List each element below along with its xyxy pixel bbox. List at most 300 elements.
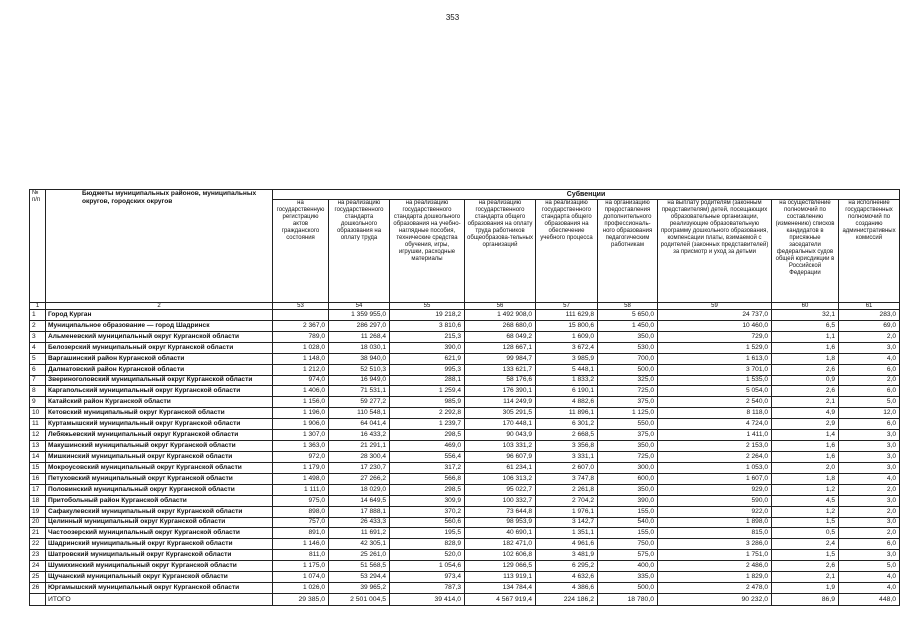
total-value-col-60: 86,9 [772, 594, 839, 606]
value-cell-col-54: 16 949,0 [329, 375, 390, 386]
value-cell-col-59: 729,0 [658, 331, 772, 342]
value-cell-col-53: 1 363,0 [273, 441, 329, 452]
value-cell-col-59: 1 898,0 [658, 517, 772, 528]
value-cell-col-56: 96 607,9 [465, 451, 536, 462]
value-cell-col-60: 4,5 [772, 495, 839, 506]
value-cell-col-59: 1 607,0 [658, 473, 772, 484]
row-number: 5 [30, 353, 46, 364]
value-cell-col-55: 1 239,7 [390, 419, 465, 430]
value-cell-col-56: 102 606,8 [465, 550, 536, 561]
row-number: 11 [30, 419, 46, 430]
value-cell-col-53: 757,0 [273, 517, 329, 528]
row-number: 23 [30, 550, 46, 561]
table-row [30, 331, 900, 342]
value-cell-col-59: 24 737,0 [658, 310, 772, 321]
page-number: 353 [445, 13, 460, 22]
value-cell-col-55: 520,0 [390, 550, 465, 561]
value-cell-col-58: 400,0 [598, 561, 658, 572]
value-cell-col-53: 1 212,0 [273, 364, 329, 375]
table-row [30, 451, 900, 462]
value-cell-col-58: 350,0 [598, 441, 658, 452]
value-cell-col-58: 725,0 [598, 451, 658, 462]
value-cell-col-60: 1,2 [772, 484, 839, 495]
value-cell-col-57: 5 448,1 [536, 364, 598, 375]
value-cell-col-55: 566,8 [390, 473, 465, 484]
value-cell-col-56: 170 448,1 [465, 419, 536, 430]
value-cell-col-53: 1 146,0 [273, 539, 329, 550]
value-cell-col-55: 995,3 [390, 364, 465, 375]
value-cell-col-54: 18 030,1 [329, 342, 390, 353]
value-cell-col-55: 215,3 [390, 331, 465, 342]
budget-name: Варгашинский район Курганской области [46, 353, 273, 364]
value-cell-col-59: 2 540,0 [658, 397, 772, 408]
value-cell-col-61: 6,0 [839, 364, 900, 375]
value-cell-col-60: 0,5 [772, 528, 839, 539]
value-cell-col-60: 2,1 [772, 397, 839, 408]
value-cell-col-55: 556,4 [390, 451, 465, 462]
row-number: 3 [30, 331, 46, 342]
column-header-58: на организацию предоставления дополнительного профессиональ-ного образования педагогическим работникам [598, 200, 658, 303]
value-cell-col-58: 350,0 [598, 484, 658, 495]
value-cell-col-53: 891,0 [273, 528, 329, 539]
table-row [30, 528, 900, 539]
table-row [30, 583, 900, 594]
value-cell-col-53: 1 179,0 [273, 462, 329, 473]
value-cell-col-58: 300,0 [598, 462, 658, 473]
value-cell-col-60: 2,0 [772, 462, 839, 473]
value-cell-col-54: 18 029,0 [329, 484, 390, 495]
value-cell-col-60: 4,9 [772, 408, 839, 419]
value-cell-col-55: 370,2 [390, 506, 465, 517]
total-value-col-53: 29 385,0 [273, 594, 329, 606]
value-cell-col-61: 3,0 [839, 430, 900, 441]
value-cell-col-59: 10 460,0 [658, 320, 772, 331]
budget-name: Шадринский муниципальный округ Курганской области [46, 539, 273, 550]
value-cell-col-58: 390,0 [598, 495, 658, 506]
value-cell-col-55: 195,5 [390, 528, 465, 539]
budget-name: Лебяжьевский муниципальный округ Курганской области [46, 430, 273, 441]
value-cell-col-53 [273, 310, 329, 321]
value-cell-col-54: 21 291,1 [329, 441, 390, 452]
value-cell-col-58: 1 125,0 [598, 408, 658, 419]
value-cell-col-54: 64 041,4 [329, 419, 390, 430]
column-header-56: на реализацию государственного стандарта общего образования на оплату труда работников общеобразова-тельных организаций [465, 200, 536, 303]
value-cell-col-57: 1 833,2 [536, 375, 598, 386]
value-cell-col-61: 4,0 [839, 583, 900, 594]
value-cell-col-60: 2,6 [772, 364, 839, 375]
value-cell-col-53: 1 111,0 [273, 484, 329, 495]
column-header-59: на выплату родителям (законным представителям) детей, посещающих образовательные организации, реализующие образовательную программу дошкольного образования, компенсации платы, взимаемой с родителей (законных представителей) за присмотр и уход за детьми [658, 200, 772, 303]
value-cell-col-53: 1 026,0 [273, 583, 329, 594]
value-cell-col-55: 985,9 [390, 397, 465, 408]
budget-name: Далматовский район Курганской области [46, 364, 273, 375]
value-cell-col-57: 4 386,6 [536, 583, 598, 594]
row-number: 20 [30, 517, 46, 528]
row-number: 9 [30, 397, 46, 408]
table-row [30, 310, 900, 321]
budget-name-header: Бюджеты муниципальных районов, муниципальных округов, городских округов [46, 190, 273, 303]
value-cell-col-56: 268 680,0 [465, 320, 536, 331]
value-cell-col-53: 898,0 [273, 506, 329, 517]
value-cell-col-58: 375,0 [598, 397, 658, 408]
row-number: 13 [30, 441, 46, 452]
value-cell-col-61: 2,0 [839, 331, 900, 342]
row-number: 26 [30, 583, 46, 594]
table-row [30, 561, 900, 572]
value-cell-col-57: 3 985,9 [536, 353, 598, 364]
value-cell-col-56: 103 331,2 [465, 441, 536, 452]
value-cell-col-58: 375,0 [598, 430, 658, 441]
value-cell-col-56: 106 313,2 [465, 473, 536, 484]
table-row [30, 408, 900, 419]
value-cell-col-60: 2,6 [772, 386, 839, 397]
column-header-60: на осуществление полномочий по составлению (изменению) списков кандидатов в присяжные заседатели федеральных судов общей юрисдикции в Российской Федерации [772, 200, 839, 303]
value-cell-col-55: 3 810,6 [390, 320, 465, 331]
value-cell-col-58: 325,0 [598, 375, 658, 386]
value-cell-col-53: 1 074,0 [273, 572, 329, 583]
total-number-cell [30, 594, 46, 606]
value-cell-col-53: 2 367,0 [273, 320, 329, 331]
budget-name: Притобольный район Курганской области [46, 495, 273, 506]
total-value-col-58: 18 780,0 [598, 594, 658, 606]
value-cell-col-59: 2 486,0 [658, 561, 772, 572]
value-cell-col-56: 133 621,7 [465, 364, 536, 375]
row-number: 21 [30, 528, 46, 539]
value-cell-col-61: 283,0 [839, 310, 900, 321]
value-cell-col-55: 787,3 [390, 583, 465, 594]
column-number-cell: 58 [598, 303, 658, 310]
value-cell-col-57: 6 301,2 [536, 419, 598, 430]
value-cell-col-55: 390,0 [390, 342, 465, 353]
value-cell-col-57: 3 481,9 [536, 550, 598, 561]
value-cell-col-56: 182 471,0 [465, 539, 536, 550]
value-cell-col-60: 2,1 [772, 572, 839, 583]
total-value-col-57: 224 186,2 [536, 594, 598, 606]
value-cell-col-57: 1 976,1 [536, 506, 598, 517]
budget-name: Петуховский муниципальный округ Курганской области [46, 473, 273, 484]
value-cell-col-61: 12,0 [839, 408, 900, 419]
value-cell-col-53: 811,0 [273, 550, 329, 561]
value-cell-col-56: 129 066,5 [465, 561, 536, 572]
budget-name: Шумихинский муниципальный округ Курганской области [46, 561, 273, 572]
value-cell-col-58: 550,0 [598, 419, 658, 430]
table-row [30, 517, 900, 528]
value-cell-col-53: 1 906,0 [273, 419, 329, 430]
column-number-cell: 61 [839, 303, 900, 310]
value-cell-col-61: 5,0 [839, 397, 900, 408]
value-cell-col-54: 39 965,2 [329, 583, 390, 594]
value-cell-col-60: 1,1 [772, 331, 839, 342]
value-cell-col-61: 4,0 [839, 353, 900, 364]
column-header-54: на реализацию государственного стандарта дошкольного образования на оплату труда [329, 200, 390, 303]
row-number: 16 [30, 473, 46, 484]
value-cell-col-57: 3 356,8 [536, 441, 598, 452]
value-cell-col-56: 176 390,1 [465, 386, 536, 397]
value-cell-col-61: 3,0 [839, 441, 900, 452]
value-cell-col-59: 2 264,0 [658, 451, 772, 462]
value-cell-col-56: 114 249,9 [465, 397, 536, 408]
value-cell-col-56: 134 784,4 [465, 583, 536, 594]
value-cell-col-55: 1 259,4 [390, 386, 465, 397]
budget-name: Мишкинский муниципальный округ Курганской области [46, 451, 273, 462]
value-cell-col-61: 4,0 [839, 473, 900, 484]
budget-name: Каргапольский муниципальный округ Курганской области [46, 386, 273, 397]
value-cell-col-54: 17 230,7 [329, 462, 390, 473]
value-cell-col-59: 929,0 [658, 484, 772, 495]
value-cell-col-55: 298,5 [390, 430, 465, 441]
column-header-57: на реализацию государственного стандарта общего образования на обеспечение учебного процесса [536, 200, 598, 303]
value-cell-col-59: 1 411,0 [658, 430, 772, 441]
total-label: ИТОГО [46, 594, 273, 606]
value-cell-col-57: 1 609,0 [536, 331, 598, 342]
value-cell-col-57: 11 896,1 [536, 408, 598, 419]
column-number-cell: 54 [329, 303, 390, 310]
budget-name: Целинный муниципальный округ Курганской области [46, 517, 273, 528]
value-cell-col-57: 2 704,2 [536, 495, 598, 506]
value-cell-col-59: 3 701,0 [658, 364, 772, 375]
value-cell-col-59: 1 751,0 [658, 550, 772, 561]
row-number: 4 [30, 342, 46, 353]
value-cell-col-54: 27 266,2 [329, 473, 390, 484]
value-cell-col-61: 3,0 [839, 517, 900, 528]
row-number: 7 [30, 375, 46, 386]
value-cell-col-61: 3,0 [839, 495, 900, 506]
budget-name: Куртамышский муниципальный округ Курганской области [46, 419, 273, 430]
value-cell-col-60: 1,8 [772, 353, 839, 364]
value-cell-col-56: 98 953,9 [465, 517, 536, 528]
value-cell-col-53: 1 148,0 [273, 353, 329, 364]
value-cell-col-57: 2 668,5 [536, 430, 598, 441]
value-cell-col-53: 974,0 [273, 375, 329, 386]
value-cell-col-55: 288,1 [390, 375, 465, 386]
column-number-cell: 59 [658, 303, 772, 310]
table-row [30, 495, 900, 506]
table-row [30, 430, 900, 441]
value-cell-col-55: 19 218,2 [390, 310, 465, 321]
column-number-cell: 55 [390, 303, 465, 310]
value-cell-col-57: 1 351,1 [536, 528, 598, 539]
subventions-table [29, 189, 900, 606]
value-cell-col-55: 973,4 [390, 572, 465, 583]
row-number: 24 [30, 561, 46, 572]
value-cell-col-54: 51 568,5 [329, 561, 390, 572]
value-cell-col-54: 16 433,2 [329, 430, 390, 441]
value-cell-col-53: 975,0 [273, 495, 329, 506]
value-cell-col-58: 1 450,0 [598, 320, 658, 331]
value-cell-col-61: 3,0 [839, 342, 900, 353]
value-cell-col-61: 3,0 [839, 462, 900, 473]
value-cell-col-56: 128 667,1 [465, 342, 536, 353]
value-cell-col-56: 58 176,6 [465, 375, 536, 386]
value-cell-col-60: 1,2 [772, 506, 839, 517]
value-cell-col-54: 38 940,0 [329, 353, 390, 364]
row-number: 18 [30, 495, 46, 506]
value-cell-col-53: 789,0 [273, 331, 329, 342]
budget-name: Половинский муниципальный округ Курганской области [46, 484, 273, 495]
value-cell-col-54: 53 294,4 [329, 572, 390, 583]
value-cell-col-55: 560,6 [390, 517, 465, 528]
value-cell-col-54: 1 359 955,0 [329, 310, 390, 321]
value-cell-col-60: 0,9 [772, 375, 839, 386]
value-cell-col-53: 1 028,0 [273, 342, 329, 353]
value-cell-col-54: 110 548,1 [329, 408, 390, 419]
budget-name: Катайский район Курганской области [46, 397, 273, 408]
table-row [30, 484, 900, 495]
subventions-group-header: Субвенции [273, 190, 900, 200]
value-cell-col-55: 309,9 [390, 495, 465, 506]
budget-name: Альменевский муниципальный округ Курганской области [46, 331, 273, 342]
value-cell-col-56: 61 234,1 [465, 462, 536, 473]
value-cell-col-59: 5 054,0 [658, 386, 772, 397]
table-row [30, 342, 900, 353]
value-cell-col-61: 4,0 [839, 572, 900, 583]
budget-name: Белозерский муниципальный округ Курганской области [46, 342, 273, 353]
table-row [30, 353, 900, 364]
budget-name: Юргамышский муниципальный округ Курганской области [46, 583, 273, 594]
value-cell-col-59: 1 613,0 [658, 353, 772, 364]
value-cell-col-59: 3 286,0 [658, 539, 772, 550]
row-number: 15 [30, 462, 46, 473]
value-cell-col-58: 5 650,0 [598, 310, 658, 321]
value-cell-col-57: 4 882,6 [536, 397, 598, 408]
value-cell-col-56: 73 644,8 [465, 506, 536, 517]
value-cell-col-60: 1,6 [772, 342, 839, 353]
column-number-cell: 60 [772, 303, 839, 310]
table-row [30, 506, 900, 517]
value-cell-col-54: 286 297,0 [329, 320, 390, 331]
value-cell-col-57: 4 632,6 [536, 572, 598, 583]
value-cell-col-58: 540,0 [598, 517, 658, 528]
value-cell-col-57: 2 607,0 [536, 462, 598, 473]
budget-name: Щучанский муниципальный округ Курганской области [46, 572, 273, 583]
value-cell-col-60: 2,4 [772, 539, 839, 550]
value-cell-col-59: 590,0 [658, 495, 772, 506]
value-cell-col-56: 90 043,9 [465, 430, 536, 441]
budget-name: Город Курган [46, 310, 273, 321]
row-number: 1 [30, 310, 46, 321]
value-cell-col-56: 1 492 908,0 [465, 310, 536, 321]
row-number: 19 [30, 506, 46, 517]
column-header-61: на исполнение государственных полномочий по созданию административных комиссий [839, 200, 900, 303]
column-number-cell: 56 [465, 303, 536, 310]
value-cell-col-59: 1 053,0 [658, 462, 772, 473]
value-cell-col-57: 111 629,8 [536, 310, 598, 321]
value-cell-col-58: 500,0 [598, 364, 658, 375]
column-header-53: на государственную регистрацию актов гражданского состояния [273, 200, 329, 303]
value-cell-col-58: 155,0 [598, 506, 658, 517]
value-cell-col-53: 1 498,0 [273, 473, 329, 484]
value-cell-col-59: 2 153,0 [658, 441, 772, 452]
value-cell-col-53: 1 175,0 [273, 561, 329, 572]
value-cell-col-59: 8 118,0 [658, 408, 772, 419]
value-cell-col-58: 350,0 [598, 331, 658, 342]
value-cell-col-54: 17 888,1 [329, 506, 390, 517]
value-cell-col-56: 99 984,7 [465, 353, 536, 364]
value-cell-col-56: 113 919,1 [465, 572, 536, 583]
value-cell-col-59: 1 529,0 [658, 342, 772, 353]
row-number: 8 [30, 386, 46, 397]
value-cell-col-55: 298,5 [390, 484, 465, 495]
value-cell-col-57: 3 142,7 [536, 517, 598, 528]
value-cell-col-53: 972,0 [273, 451, 329, 462]
value-cell-col-59: 815,0 [658, 528, 772, 539]
value-cell-col-54: 59 277,2 [329, 397, 390, 408]
value-cell-col-55: 469,0 [390, 441, 465, 452]
value-cell-col-60: 1,6 [772, 451, 839, 462]
value-cell-col-58: 600,0 [598, 473, 658, 484]
value-cell-col-58: 500,0 [598, 583, 658, 594]
row-number: 25 [30, 572, 46, 583]
value-cell-col-60: 1,5 [772, 517, 839, 528]
column-number-cell: 53 [273, 303, 329, 310]
value-cell-col-60: 1,5 [772, 550, 839, 561]
value-cell-col-58: 700,0 [598, 353, 658, 364]
total-value-col-56: 4 567 919,4 [465, 594, 536, 606]
value-cell-col-56: 68 049,2 [465, 331, 536, 342]
table-row [30, 572, 900, 583]
table-row [30, 397, 900, 408]
value-cell-col-61: 2,0 [839, 528, 900, 539]
value-cell-col-54: 14 649,5 [329, 495, 390, 506]
value-cell-col-61: 6,0 [839, 386, 900, 397]
row-number: 14 [30, 451, 46, 462]
column-number-cell: 57 [536, 303, 598, 310]
table-row [30, 473, 900, 484]
value-cell-col-53: 1 156,0 [273, 397, 329, 408]
value-cell-col-54: 28 300,4 [329, 451, 390, 462]
value-cell-col-61: 6,0 [839, 419, 900, 430]
value-cell-col-60: 1,6 [772, 441, 839, 452]
value-cell-col-54: 52 510,3 [329, 364, 390, 375]
value-cell-col-59: 2 478,0 [658, 583, 772, 594]
table-row [30, 320, 900, 331]
table-row [30, 375, 900, 386]
value-cell-col-56: 40 690,1 [465, 528, 536, 539]
column-number-cell: 1 [30, 303, 46, 310]
column-header-55: на реализацию государственного стандарта дошкольного образования на учебно-наглядные пособия, технические средства обучения, игры, игрушки, расходные материалы [390, 200, 465, 303]
value-cell-col-56: 305 291,5 [465, 408, 536, 419]
value-cell-col-61: 69,0 [839, 320, 900, 331]
row-number: 10 [30, 408, 46, 419]
value-cell-col-57: 6 190,1 [536, 386, 598, 397]
value-cell-col-53: 1 196,0 [273, 408, 329, 419]
value-cell-col-55: 828,9 [390, 539, 465, 550]
budget-name: Макушинский муниципальный округ Курганской области [46, 441, 273, 452]
value-cell-col-58: 335,0 [598, 572, 658, 583]
budget-name: Звериноголовский муниципальный округ Курганской области [46, 375, 273, 386]
column-numbers [30, 303, 900, 310]
value-cell-col-60: 2,9 [772, 419, 839, 430]
budget-name: Шатровский муниципальный округ Курганской области [46, 550, 273, 561]
row-number-header: № п/п [30, 190, 46, 303]
row-number: 12 [30, 430, 46, 441]
value-cell-col-55: 621,9 [390, 353, 465, 364]
value-cell-col-61: 2,0 [839, 484, 900, 495]
value-cell-col-53: 1 406,0 [273, 386, 329, 397]
value-cell-col-60: 6,5 [772, 320, 839, 331]
row-number: 22 [30, 539, 46, 550]
value-cell-col-61: 5,0 [839, 561, 900, 572]
value-cell-col-54: 25 261,0 [329, 550, 390, 561]
value-cell-col-59: 922,0 [658, 506, 772, 517]
value-cell-col-54: 26 433,3 [329, 517, 390, 528]
budget-name: Частоозерский муниципальный округ Курганской области [46, 528, 273, 539]
total-value-col-55: 39 414,0 [390, 594, 465, 606]
budget-name: Мокроусовский муниципальный округ Курганской области [46, 462, 273, 473]
table-row [30, 419, 900, 430]
row-number: 17 [30, 484, 46, 495]
total-value-col-59: 90 232,0 [658, 594, 772, 606]
